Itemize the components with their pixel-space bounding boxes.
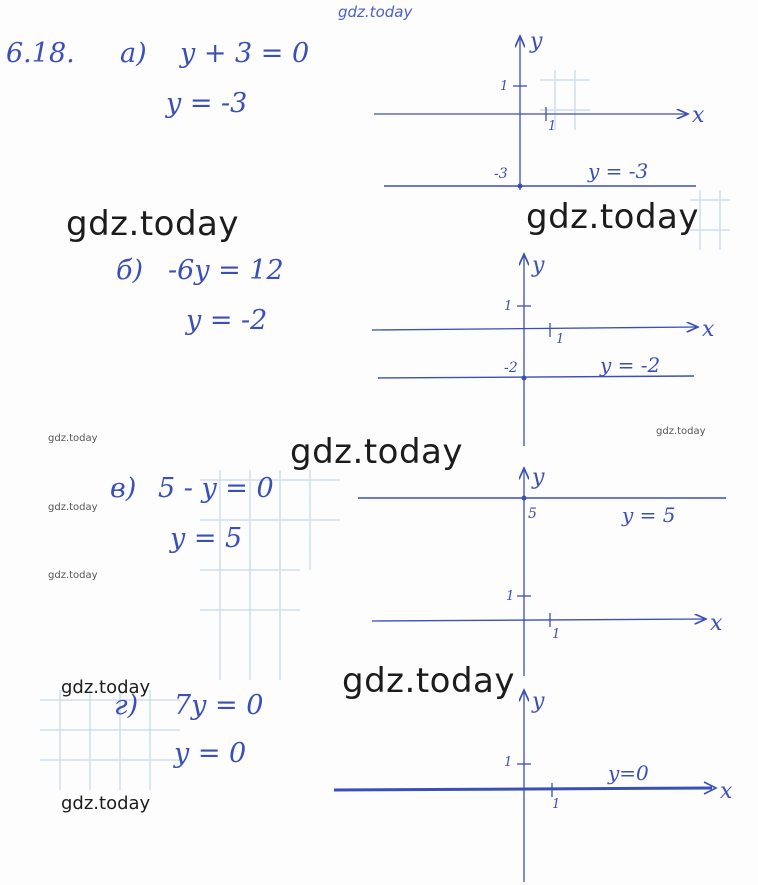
x-axis: [372, 619, 706, 621]
x-unit-label: 1: [552, 627, 561, 642]
y-unit-label: 1: [500, 79, 509, 94]
graph-a: [374, 29, 705, 190]
watermark: gdz.today: [290, 432, 463, 472]
watermark-small: gdz.today: [656, 426, 706, 437]
part-v-equation: 5 - y = 0: [158, 473, 274, 504]
x-axis-label: x: [692, 103, 705, 128]
y-axis-label: y: [530, 29, 543, 54]
graph-g: [334, 689, 733, 882]
x-axis-label: x: [710, 611, 723, 636]
intercept-label: -2: [504, 360, 518, 376]
line-label: y = -2: [600, 353, 661, 377]
intercept-label: -3: [494, 166, 508, 182]
y-unit-label: 1: [504, 755, 513, 770]
x-unit-label: 1: [548, 119, 557, 134]
y-axis-label: y: [532, 253, 545, 278]
part-a-letter: а): [120, 38, 147, 69]
watermark-top: gdz.today: [338, 3, 413, 21]
problem-number: 6.18.: [6, 38, 75, 69]
watermark: gdz.today: [342, 661, 515, 701]
part-b-letter: б): [116, 255, 144, 286]
watermark: gdz.today: [66, 204, 239, 244]
y-axis-label: y: [532, 689, 545, 714]
watermark: gdz.today: [526, 197, 699, 237]
graph-v: [358, 465, 726, 676]
y-unit-label: 1: [506, 589, 515, 604]
part-g-letter: г): [114, 690, 139, 721]
x-axis-label: x: [720, 779, 733, 804]
x-unit-label: 1: [552, 797, 561, 812]
intercept-label: 5: [528, 506, 537, 522]
y-unit-label: 1: [504, 299, 513, 314]
intercept-point: [522, 376, 527, 381]
watermark-medium: gdz.today: [61, 677, 151, 698]
watermark-small: gdz.today: [48, 502, 98, 513]
part-a-solution: y = -3: [166, 88, 248, 119]
graph-b: [372, 253, 715, 446]
part-v-solution: y = 5: [170, 523, 243, 554]
intercept-point: [522, 496, 527, 501]
part-v-letter: в): [110, 473, 137, 504]
line-label: y = 5: [622, 503, 676, 527]
part-b-solution: y = -2: [186, 305, 268, 336]
graph-line: [334, 788, 712, 790]
part-g-solution: y = 0: [174, 738, 247, 769]
part-g-equation: 7y = 0: [174, 690, 264, 721]
watermark-small: gdz.today: [48, 433, 98, 444]
y-axis-label: y: [532, 465, 545, 490]
x-unit-label: 1: [556, 332, 565, 347]
part-b-equation: -6y = 12: [168, 255, 284, 286]
intercept-point: [518, 184, 523, 189]
watermark-small: gdz.today: [48, 570, 98, 581]
part-a-equation: y + 3 = 0: [180, 38, 310, 69]
line-label: y=0: [608, 761, 649, 785]
line-label: y = -3: [588, 159, 649, 183]
watermark-medium: gdz.today: [61, 793, 151, 814]
x-axis: [372, 327, 698, 330]
x-axis-label: x: [702, 317, 715, 342]
